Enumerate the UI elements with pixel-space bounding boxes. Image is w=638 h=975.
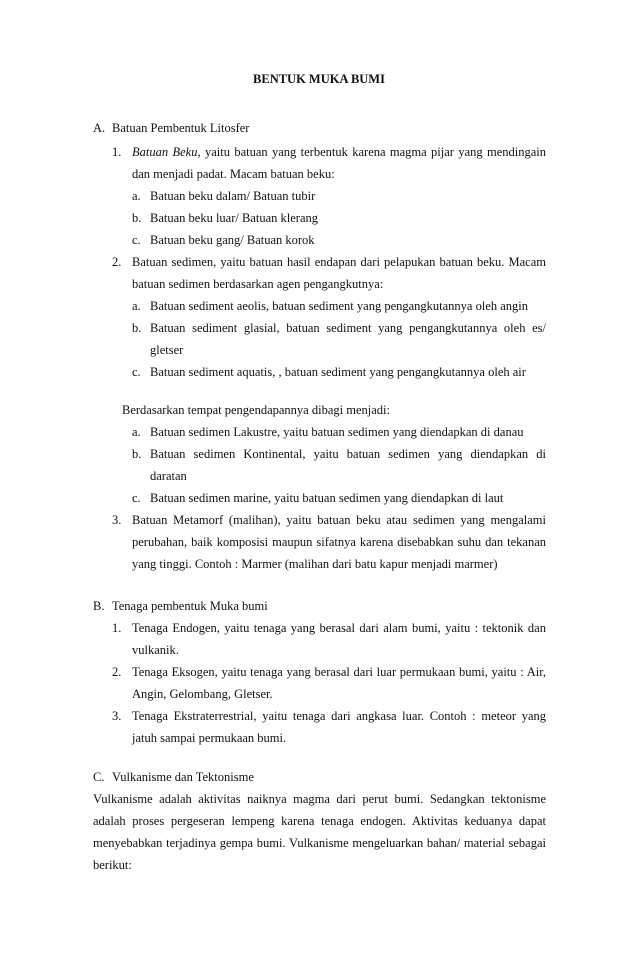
sub-label: a.	[132, 189, 141, 203]
item-b2-line1: Tenaga Eksogen, yaitu tenaga yang berasal dari luar permukaan bumi, yaitu : Air,	[132, 665, 546, 679]
item-a1-line2: dan menjadi padat. Macam batuan beku:	[132, 167, 335, 181]
item-a3-line3: yang tinggi. Contoh : Marmer (malihan dari batu kapur menjadi marmer)	[132, 557, 498, 571]
item-b3-number: 3.	[112, 709, 122, 723]
sub-label: c.	[132, 233, 141, 247]
item-a3-number: 3.	[112, 513, 122, 527]
sub-label: a.	[132, 425, 141, 439]
item-a2-number: 2.	[112, 255, 122, 269]
item-b3-line2: jatuh sampai permukaan bumi.	[132, 731, 287, 745]
page-title: BENTUK MUKA BUMI	[253, 72, 385, 86]
sub-item-text: Batuan sedimen Lakustre, yaitu batuan sedimen yang diendapkan di danau	[150, 425, 524, 439]
paragraph-line: adalah proses pergeseran lempeng karena tenaga endogen. Aktivitas keduanya dapat	[93, 814, 546, 828]
sub-item-text: Batuan beku luar/ Batuan klerang	[150, 211, 318, 225]
item-b2-line2: Angin, Gelombang, Gletser.	[132, 687, 273, 701]
sub-label: b.	[132, 211, 142, 225]
sub-item-text: Batuan sediment glasial, batuan sediment yang pengangkutannya oleh es/	[150, 321, 546, 335]
sub-item-text: Batuan sedimen Kontinental, yaitu batuan sedimen yang diendapkan di	[150, 447, 546, 461]
sub-item-text-cont: daratan	[150, 469, 187, 483]
sub-item-text: Batuan sediment aquatis, , batuan sediment yang pengangkutannya oleh air	[150, 365, 526, 379]
sub-label: b.	[132, 321, 142, 335]
paragraph-line: Vulkanisme adalah aktivitas naiknya magma dari perut bumi. Sedangkan tektonisme	[93, 792, 546, 806]
item-b1-number: 1.	[112, 621, 122, 635]
item-a2-line1: Batuan sedimen, yaitu batuan hasil endapan dari pelapukan batuan beku. Macam	[132, 255, 546, 269]
sub-item-text: Batuan sediment aeolis, batuan sediment yang pengangkutannya oleh angin	[150, 299, 529, 313]
section-a-heading: Batuan Pembentuk Litosfer	[112, 121, 250, 135]
section-b-heading: Tenaga pembentuk Muka bumi	[112, 599, 268, 613]
item-b2-number: 2.	[112, 665, 122, 679]
sub-label: b.	[132, 447, 142, 461]
item-a1-number: 1.	[112, 145, 122, 159]
item-a3-line2: perubahan, baik komposisi maupun sifatnya karena disebabkan suhu dan tekanan	[132, 535, 546, 549]
sub-label: a.	[132, 299, 141, 313]
item-b1-line2: vulkanik.	[132, 643, 179, 657]
sub-label: c.	[132, 491, 141, 505]
batuan-beku-term: Batuan Beku	[132, 145, 198, 159]
sub-item-text: Batuan beku gang/ Batuan korok	[150, 233, 315, 247]
sub-item-text: Batuan sedimen marine, yaitu batuan sedimen yang diendapkan di laut	[150, 491, 504, 505]
section-c-heading: Vulkanisme dan Tektonisme	[112, 770, 254, 784]
section-a-label: A.	[93, 121, 106, 135]
tempat-intro: Berdasarkan tempat pengendapannya dibagi menjadi:	[122, 403, 390, 417]
sub-label: c.	[132, 365, 141, 379]
item-b1-line1: Tenaga Endogen, yaitu tenaga yang berasal dari alam bumi, yaitu : tektonik dan	[132, 621, 546, 635]
sub-item-text-cont: gletser	[150, 343, 184, 357]
item-b3-line1: Tenaga Ekstraterrestrial, yaitu tenaga dari angkasa luar. Contoh : meteor yang	[132, 709, 546, 723]
item-a2-line2: batuan sedimen berdasarkan agen pengangkutnya:	[132, 277, 384, 291]
item-a3-line1: Batuan Metamorf (malihan), yaitu batuan beku atau sedimen yang mengalami	[132, 513, 546, 527]
section-b-label: B.	[93, 599, 105, 613]
paragraph-line: berikut:	[93, 858, 132, 872]
item-a1-line1: Batuan Beku, yaitu batuan yang terbentuk karena magma pijar yang mendingain	[132, 145, 547, 159]
paragraph-line: menyebabkan terjadinya gempa bumi. Vulkanisme mengeluarkan bahan/ material sebagai	[93, 836, 546, 850]
section-c-label: C.	[93, 770, 105, 784]
sub-item-text: Batuan beku dalam/ Batuan tubir	[150, 189, 316, 203]
